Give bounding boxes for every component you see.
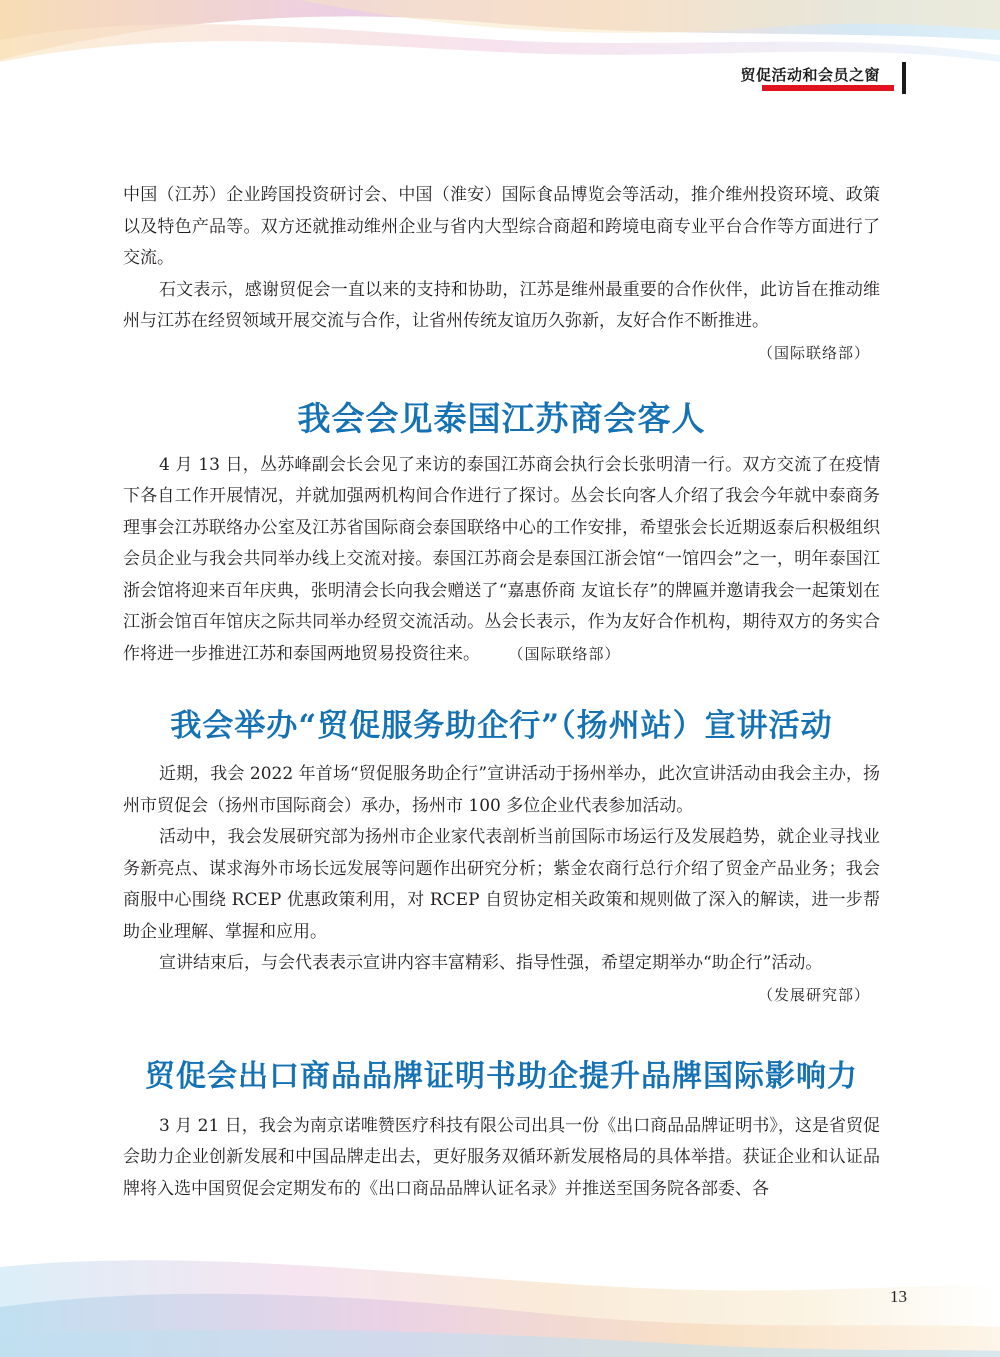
page-content — [123, 180, 880, 1205]
article-thai-jiangsu-chamber — [123, 393, 880, 671]
article-2-paragraph-3: 宣讲结束后，与会代表表示宣讲内容丰富精彩、指导性强，希望定期举办“助企行”活动。 — [159, 953, 823, 973]
intro-paragraph-1: 中国（江苏）企业跨国投资研讨会、中国（淮安）国际食品博览会等活动，推介维州投资环境、政策以及特色产品等。双方还就推动维州企业与省内大型综合商超和跨境电商专业平台合作等方面进行了交流。 — [123, 185, 880, 268]
intro-section — [123, 180, 880, 369]
article-1-source: （国际联络部） — [516, 644, 621, 663]
bottom-decorative-wave — [0, 1227, 1000, 1357]
article-brand-certificate — [123, 1051, 880, 1206]
section-label: 贸促活动和会员之窗 — [740, 66, 880, 84]
article-2-title: 我会举办“贸促服务助企行”（扬州站）宣讲活动 — [170, 708, 833, 744]
article-2-paragraph-1: 近期，我会 2022 年首场“贸促服务助企行”宣讲活动于扬州举办，此次宣讲活动由我会主办，扬州市贸促会（扬州市国际商会）承办，扬州市 100 多位企业代表参加活动。 — [123, 764, 880, 816]
article-3-body: 3 月 21 日，我会为南京诺唯赞医疗科技有限公司出具一份《出口商品品牌证明书》，这是省贸促会助力企业创新发展和中国品牌走出去，更好服务双循环新发展格局的具体举措。获证企业和认证品牌将入选中国贸促会定期发布的《出口商品品牌认证名录》并推送至国务院各部委、各 — [123, 1115, 880, 1199]
article-1-text: 4 月 13 日，丛苏峰副会长会见了来访的泰国江苏商会执行会长张明清一行。双方交流了在疫情下各自工作开展情况，并就加强两机构间合作进行了探讨。丛会长向客人介绍了我会今年就中泰商务理事会江苏联络办公室及江苏省国际商会泰国联络中心的工作安排，希望张会长近期返泰后积极组织会员企业与我会共同举办线上交流对接。泰国江苏商会是泰国江浙会馆“一馆四会”之一，明年泰国江浙会馆将迎来百年庆典，张明清会长向我会赠送了“嘉惠侨商 友谊长存”的牌匾并邀请我会一起策划在江浙会馆百年馆庆之际共同举办经贸交流活动。丛会长表示，作为友好合作机构，期待双方的务实合作将进一步推进江苏和泰国两地贸易投资往来。 — [123, 454, 880, 664]
article-1-body — [123, 450, 880, 671]
top-decorative-wave — [0, 0, 1000, 110]
article-1-title: 我会会见泰国江苏商会客人 — [297, 398, 706, 438]
article-2-source: （发展研究部） — [757, 985, 870, 1004]
page-number: 13 — [890, 1287, 907, 1306]
section-label-divider — [902, 62, 906, 94]
section-label-underline — [762, 85, 894, 91]
article-3-title: 贸促会出口商品品牌证明书助企提升品牌国际影响力 — [145, 1058, 858, 1094]
intro-source: （国际联络部） — [757, 343, 870, 362]
article-2-paragraph-2: 活动中，我会发展研究部为扬州市企业家代表剖析当前国际市场运行及发展趋势，就企业寻找业务新亮点、谋求海外市场长远发展等问题作出研究分析；紫金农商行总行介绍了贸金产品业务；我会商服中心围绕 RCEP 优惠政策利用，对 RCEP 自贸协定相关政策和规则做了深入的解读，进一步帮助企业理解、掌握和应用。 — [123, 827, 880, 942]
article-yangzhou-event — [123, 700, 880, 1011]
intro-paragraph-2: 石文表示，感谢贸促会一直以来的支持和协助，江苏是维州最重要的合作伙伴，此访旨在推动维州与江苏在经贸领域开展交流与合作，让省州传统友谊历久弥新，友好合作不断推进。 — [123, 279, 880, 331]
